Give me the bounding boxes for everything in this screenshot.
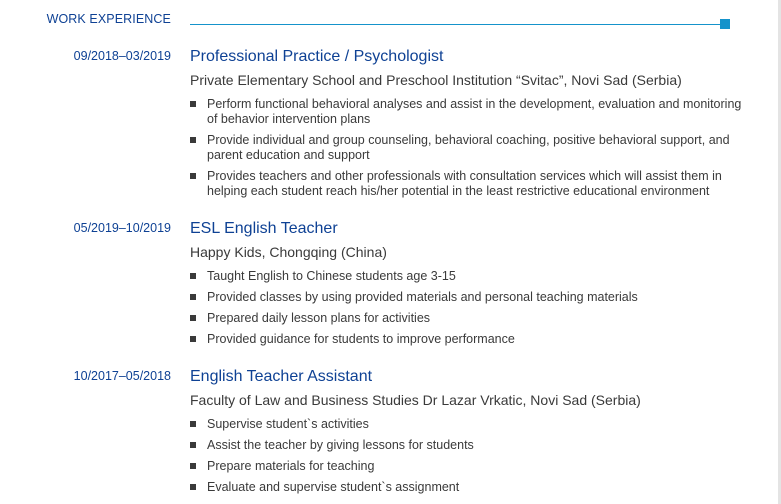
bullet-text: Evaluate and supervise student`s assignment (207, 480, 460, 494)
bullet-item (190, 459, 745, 474)
bullet-item (190, 133, 745, 163)
entry-organization: Private Elementary School and Preschool Institution “Svitac”, Novi Sad (Serbia) (190, 72, 682, 88)
square-bullet-icon (190, 137, 196, 143)
square-bullet-icon (190, 463, 196, 469)
bullet-text: Assist the teacher by giving lessons for students (207, 438, 474, 452)
bullet-item (190, 290, 745, 305)
square-bullet-icon (190, 421, 196, 427)
bullet-item (190, 438, 745, 453)
entry-bullet-list (190, 269, 745, 347)
bullet-item (190, 311, 745, 326)
section-title: WORK EXPERIENCE (46, 12, 171, 26)
square-bullet-icon (190, 101, 196, 107)
bullet-text: Provided guidance for students to improve performance (207, 332, 515, 346)
bullet-text: Prepared daily lesson plans for activities (207, 311, 431, 325)
entry-date: 05/2019–10/2019 (73, 221, 171, 235)
square-bullet-icon (190, 315, 196, 321)
square-bullet-icon (190, 173, 196, 179)
square-bullet-icon (190, 442, 196, 448)
entry-body (190, 219, 745, 353)
entry-bullet-list (190, 97, 745, 199)
entry-date: 10/2017–05/2018 (73, 369, 171, 383)
entry-body (190, 367, 745, 501)
bullet-text: Provide individual and group counseling, behavioral coaching, positive behavioral support, and parent education and support (207, 133, 730, 162)
section-header (0, 12, 781, 32)
bullet-text: Perform functional behavioral analyses and assist in the development, evaluation and monitoring of behavior intervention plans (207, 97, 742, 126)
entry-title: ESL English Teacher (190, 220, 338, 237)
section-divider-line (190, 24, 722, 25)
bullet-text: Provides teachers and other professionals with consultation services which will assist them in helping each student reach his/her potential in the least restrictive educational environment (207, 169, 722, 198)
bullet-item (190, 97, 745, 127)
bullet-item (190, 332, 745, 347)
entry-body (190, 47, 745, 205)
square-bullet-icon (190, 336, 196, 342)
entry-title: Professional Practice / Psychologist (190, 48, 444, 65)
entry-organization: Happy Kids, Chongqing (China) (190, 244, 387, 260)
square-bullet-icon (190, 273, 196, 279)
bullet-item (190, 480, 745, 495)
bullet-text: Supervise student`s activities (207, 417, 369, 431)
square-bullet-icon (190, 294, 196, 300)
entry-bullet-list (190, 417, 745, 495)
square-marker-icon (720, 19, 730, 29)
bullet-item (190, 417, 745, 432)
bullet-text: Prepare materials for teaching (207, 459, 375, 473)
bullet-text: Provided classes by using provided materials and personal teaching materials (207, 290, 638, 304)
bullet-text: Taught English to Chinese students age 3-15 (207, 269, 456, 283)
entry-date: 09/2018–03/2019 (73, 49, 171, 63)
square-bullet-icon (190, 484, 196, 490)
entry-title: English Teacher Assistant (190, 368, 373, 385)
bullet-item (190, 269, 745, 284)
entry-organization: Faculty of Law and Business Studies Dr Lazar Vrkatic, Novi Sad (Serbia) (190, 392, 641, 408)
bullet-item (190, 169, 745, 199)
